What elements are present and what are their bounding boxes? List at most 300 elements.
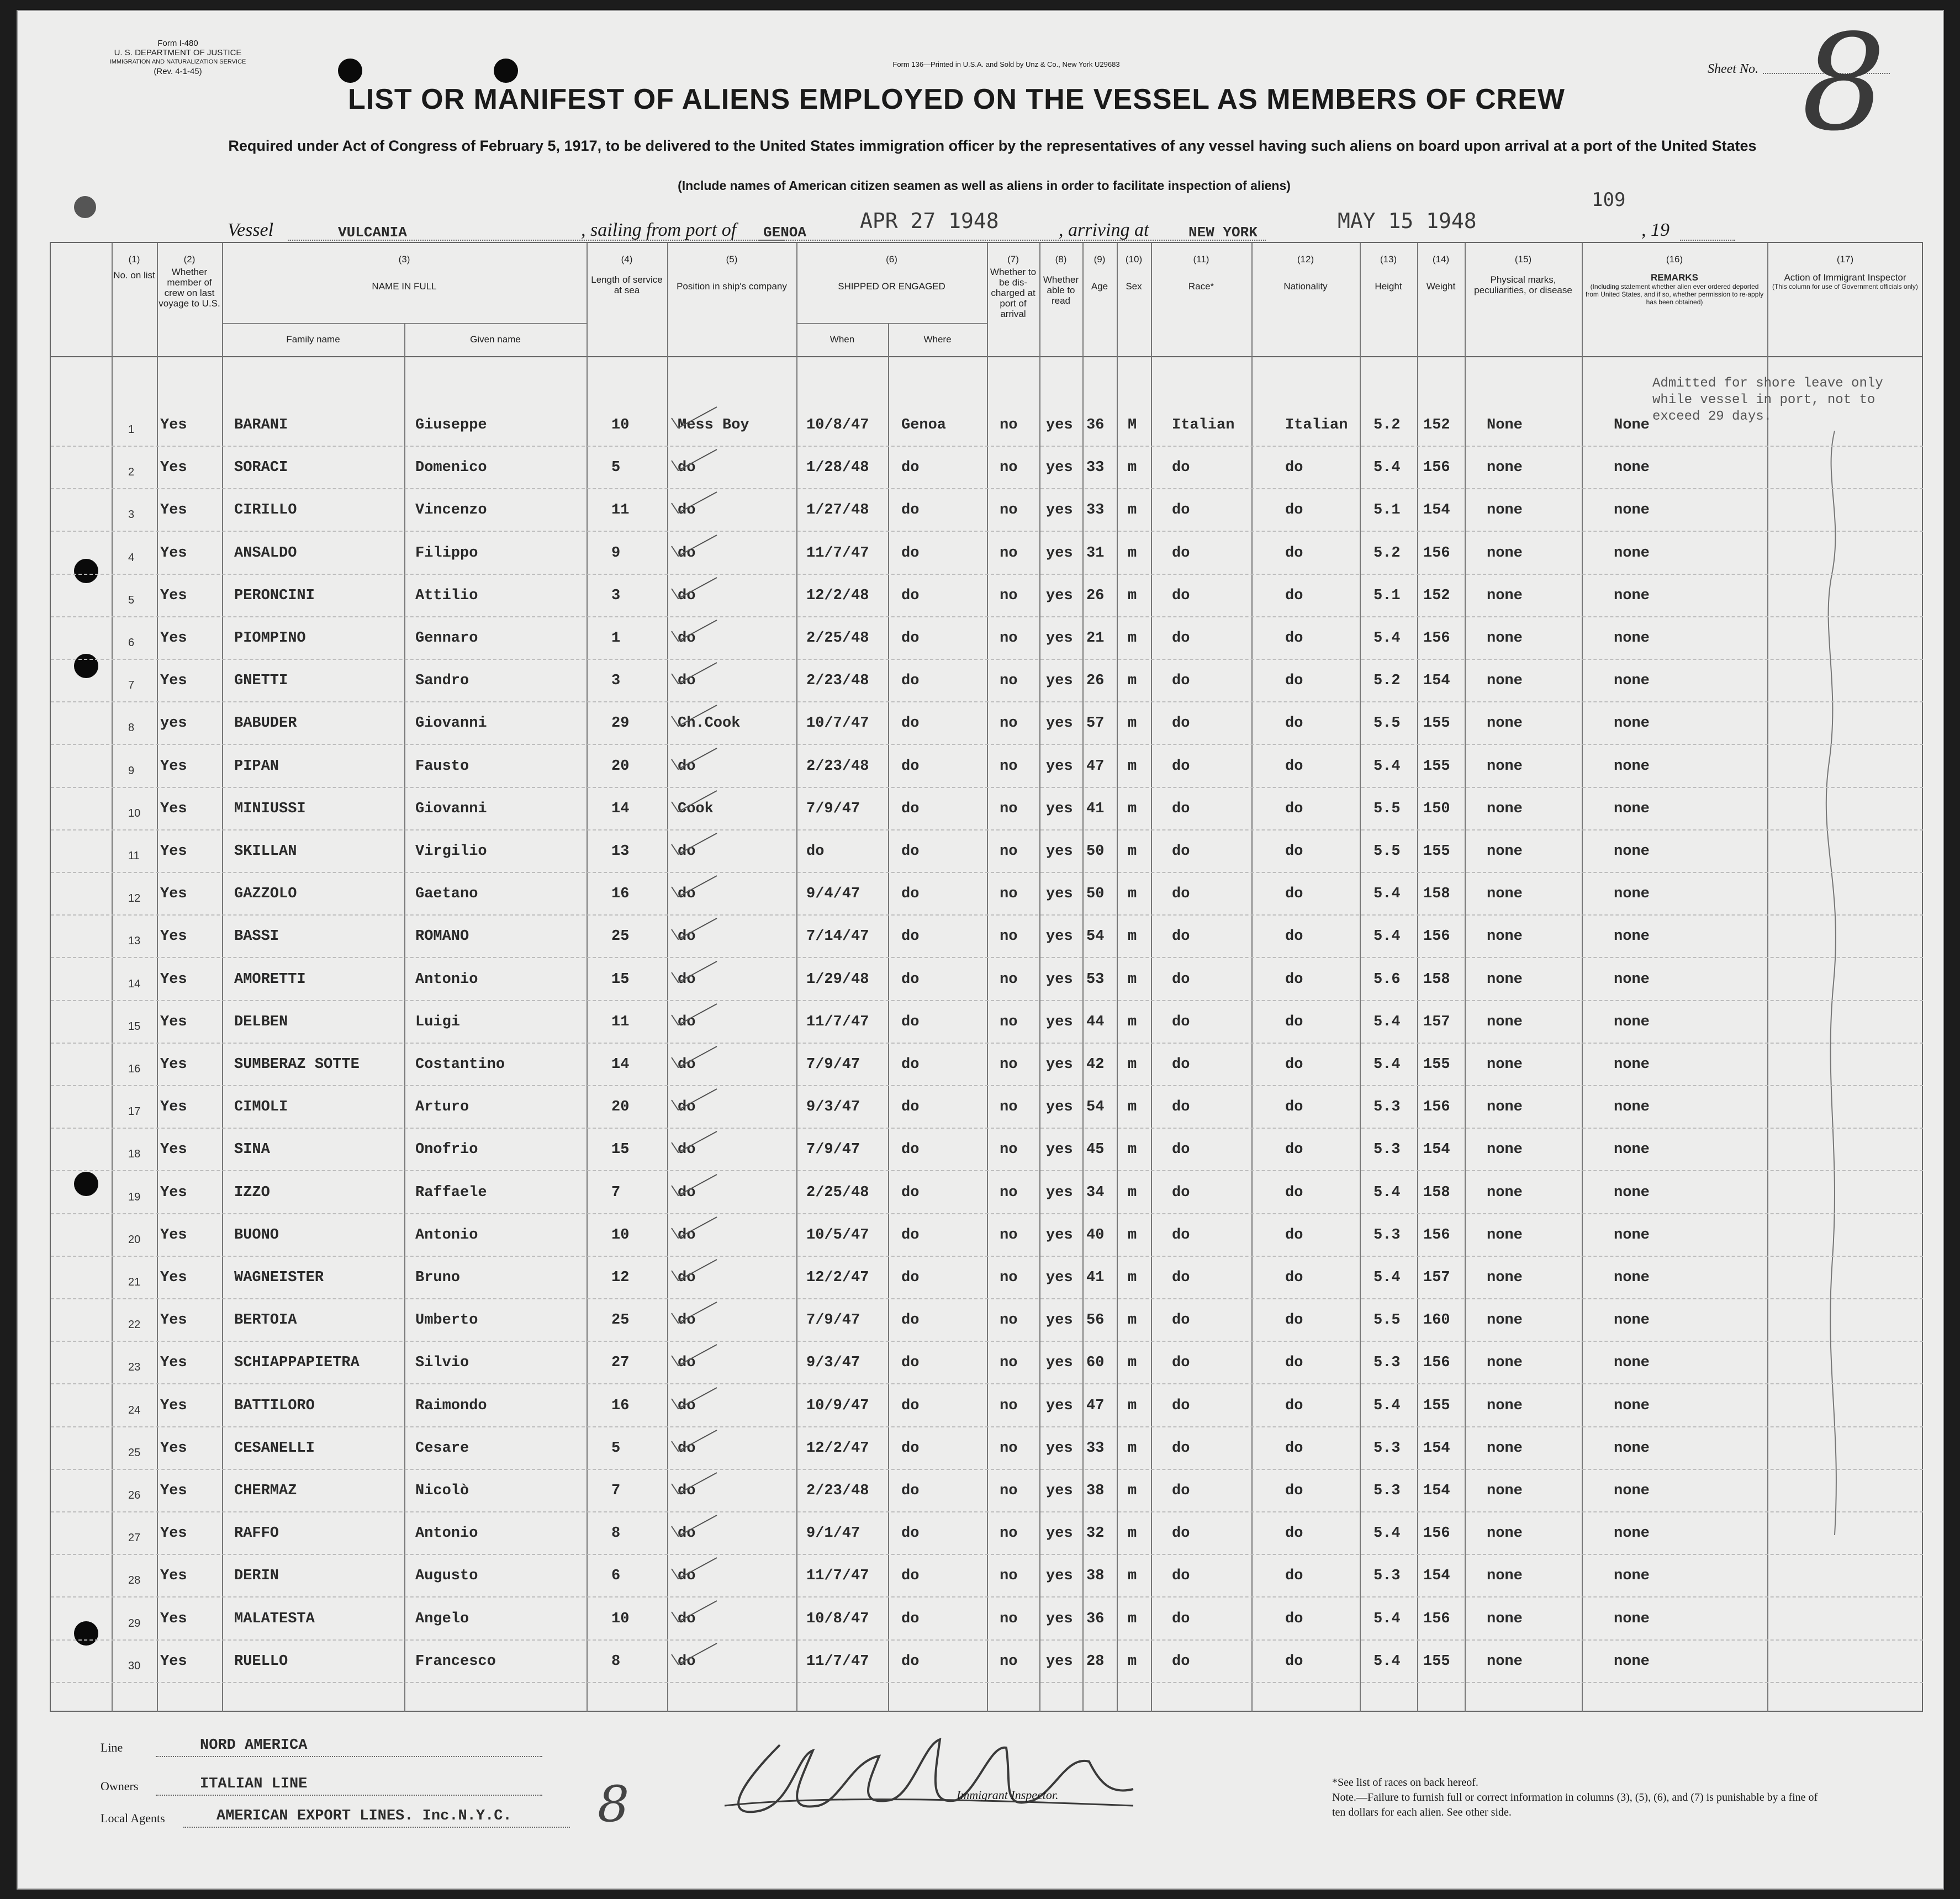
discharged-cell: no (1000, 886, 1018, 903)
shore-leave-note: Admitted for shore leave only while vessel in port, not to exceed 29 days. (1652, 376, 1883, 424)
age-cell: 31 (1086, 544, 1105, 562)
service-cell: 7 (611, 1483, 621, 1499)
inclusion-note: (Include names of American citizen seamen as well as aliens in order to facilitate inspection of aliens) (678, 178, 1291, 193)
weight-cell: 155 (1423, 1056, 1450, 1073)
shipped-when-cell: 1/29/48 (806, 971, 869, 988)
height-cell: 5.4 (1373, 1397, 1401, 1414)
family-name-cell: BASSI (234, 928, 279, 945)
check-mark-icon (669, 1044, 719, 1072)
sex-cell: m (1128, 1226, 1137, 1244)
col-name-header: (3) NAME IN FULL (372, 254, 437, 292)
family-name-cell: CIMOLI (234, 1099, 288, 1116)
read-cell: yes (1046, 928, 1073, 945)
prev-voyage-cell: Yes (160, 1440, 187, 1457)
row-divider (51, 659, 1923, 660)
remarks-cell: none (1614, 1013, 1650, 1030)
service-cell: 13 (611, 843, 630, 860)
shipped-when-cell: 12/2/48 (806, 587, 869, 604)
check-mark-icon (669, 1342, 719, 1370)
shipped-where-cell: do (901, 1397, 920, 1414)
given-name-cell: Antonio (415, 1525, 478, 1542)
height-cell: 5.3 (1373, 1440, 1401, 1457)
page-title: LIST OR MANIFEST OF ALIENS EMPLOYED ON THE VESSEL AS MEMBERS OF CREW (348, 83, 1565, 115)
service-cell: 15 (611, 1141, 630, 1159)
service-cell: 10 (611, 417, 630, 433)
read-cell: yes (1046, 544, 1073, 562)
sheet-label: Sheet No. (1708, 62, 1758, 76)
marks-cell: none (1487, 971, 1523, 988)
height-cell: 5.4 (1373, 1056, 1401, 1073)
race-cell: do (1172, 673, 1190, 690)
remarks-cell: none (1614, 800, 1650, 817)
remarks-cell: none (1614, 630, 1650, 647)
given-name-cell: Gaetano (415, 886, 478, 903)
row-number: 24 (128, 1404, 141, 1416)
height-cell: 5.4 (1373, 1013, 1401, 1030)
discharged-cell: no (1000, 843, 1018, 860)
row-divider (51, 957, 1923, 958)
marks-cell: none (1487, 1440, 1523, 1457)
row-divider (51, 1043, 1923, 1044)
prev-voyage-cell: Yes (160, 1141, 187, 1159)
weight-cell: 157 (1423, 1013, 1450, 1030)
weight-cell: 160 (1423, 1312, 1450, 1329)
check-mark-icon (669, 1385, 719, 1413)
shipped-when-cell: 9/3/47 (806, 1099, 860, 1116)
service-cell: 12 (611, 1269, 630, 1286)
row-divider (51, 787, 1923, 788)
arriving-label: , arriving at (1059, 220, 1149, 240)
race-cell: do (1172, 1184, 1190, 1201)
given-name-cell: Giovanni (415, 715, 487, 732)
shipped-when-cell: 2/23/48 (806, 1483, 869, 1499)
sex-cell: M (1128, 417, 1137, 433)
punch-hole (338, 59, 362, 83)
read-cell: yes (1046, 1312, 1073, 1329)
age-cell: 41 (1086, 800, 1105, 817)
check-mark-icon (669, 1300, 719, 1327)
shipped-when-cell: 9/3/47 (806, 1355, 860, 1372)
nationality-cell: do (1285, 544, 1303, 562)
nationality-cell: do (1285, 1355, 1303, 1372)
shipped-when-cell: 10/8/47 (806, 1610, 869, 1627)
height-cell: 5.4 (1373, 1525, 1401, 1542)
read-cell: yes (1046, 502, 1073, 519)
race-cell: do (1172, 630, 1190, 647)
given-name-cell: Umberto (415, 1312, 478, 1329)
inspector-ink-line (1813, 431, 1857, 1701)
row-number: 16 (128, 1063, 141, 1075)
row-divider (51, 1298, 1923, 1299)
row-divider (51, 1341, 1923, 1342)
shipped-where-cell: do (901, 886, 920, 903)
prev-voyage-cell: Yes (160, 587, 187, 604)
race-cell: do (1172, 800, 1190, 817)
position-cell: do (678, 630, 696, 647)
row-number: 14 (128, 977, 141, 990)
remarks-cell: none (1614, 1397, 1650, 1414)
prev-voyage-cell: Yes (160, 1483, 187, 1499)
discharged-cell: no (1000, 800, 1018, 817)
shipped-where-cell: do (901, 673, 920, 690)
weight-cell: 156 (1423, 1226, 1450, 1244)
position-cell: Mess Boy (678, 417, 749, 433)
nationality-cell: do (1285, 587, 1303, 604)
position-cell: do (678, 587, 696, 604)
prev-voyage-cell: Yes (160, 971, 187, 988)
check-mark-icon (669, 1215, 719, 1242)
discharged-cell: no (1000, 1056, 1018, 1073)
row-divider (51, 1170, 1923, 1171)
shipped-when-cell: 9/4/47 (806, 886, 860, 903)
arrival-date-stamp: MAY 15 1948 (1338, 209, 1477, 233)
sex-cell: m (1128, 1184, 1137, 1201)
height-cell: 5.4 (1373, 459, 1401, 477)
given-name-cell: Filippo (415, 544, 478, 562)
race-cell: do (1172, 843, 1190, 860)
nationality-cell: do (1285, 1483, 1303, 1499)
given-name-cell: Silvio (415, 1355, 469, 1372)
sex-cell: m (1128, 886, 1137, 903)
service-cell: 10 (611, 1610, 630, 1627)
marks-cell: none (1487, 459, 1523, 477)
position-cell: do (678, 1355, 696, 1372)
age-cell: 41 (1086, 1269, 1105, 1286)
race-cell: do (1172, 1440, 1190, 1457)
page-number-stamp: 109 (1592, 189, 1626, 211)
row-number: 9 (128, 764, 135, 777)
race-cell: do (1172, 502, 1190, 519)
height-cell: 5.4 (1373, 1610, 1401, 1627)
vessel-label: Vessel (228, 220, 274, 240)
row-number: 22 (128, 1319, 141, 1331)
agents-label: Local Agents (101, 1811, 165, 1825)
read-cell: yes (1046, 1483, 1073, 1499)
race-cell: do (1172, 1312, 1190, 1329)
row-divider (51, 574, 1923, 575)
sex-cell: m (1128, 673, 1137, 690)
given-name-cell: Giuseppe (415, 417, 487, 433)
race-cell: do (1172, 1099, 1190, 1116)
family-name-cell: MINIUSSI (234, 800, 306, 817)
read-cell: yes (1046, 1653, 1073, 1670)
row-number: 26 (128, 1489, 141, 1501)
family-name-cell: SUMBERAZ SOTTE (234, 1056, 360, 1073)
check-mark-icon (669, 1129, 719, 1157)
family-name-cell: IZZO (234, 1184, 270, 1201)
discharged-cell: no (1000, 1355, 1018, 1372)
nationality-cell: do (1285, 1653, 1303, 1670)
given-name-cell: ROMANO (415, 928, 469, 945)
position-cell: do (678, 1269, 696, 1286)
position-cell: do (678, 1056, 696, 1073)
age-cell: 33 (1086, 502, 1105, 519)
age-cell: 26 (1086, 673, 1105, 690)
row-divider (51, 1554, 1923, 1555)
discharged-cell: no (1000, 1610, 1018, 1627)
nationality-cell: do (1285, 1397, 1303, 1414)
sex-cell: m (1128, 1440, 1137, 1457)
age-cell: 21 (1086, 630, 1105, 647)
sex-cell: m (1128, 1099, 1137, 1116)
family-name-cell: SCHIAPPAPIETRA (234, 1355, 360, 1372)
position-cell: do (678, 1312, 696, 1329)
handwritten-mark: 8 (598, 1775, 630, 1833)
sex-cell: m (1128, 459, 1137, 477)
penalty-note: Note.—Failure to furnish full or correct information in columns (3), (5), (6), and (7) is punishable by a fine of ten dollars for each alien. See other side. (1332, 1791, 1818, 1818)
row-divider (51, 488, 1923, 489)
marks-cell: none (1487, 1610, 1523, 1627)
marks-cell: none (1487, 1397, 1523, 1414)
position-cell: Ch.Cook (678, 715, 741, 732)
marks-cell: none (1487, 1483, 1523, 1499)
family-name-cell: SKILLAN (234, 843, 297, 860)
remarks-cell: none (1614, 587, 1650, 604)
weight-cell: 154 (1423, 1440, 1450, 1457)
row-divider (51, 1426, 1923, 1427)
sex-cell: m (1128, 1013, 1137, 1030)
sailing-label: , sailing from port of (581, 220, 737, 240)
shipped-when-cell: 9/1/47 (806, 1525, 860, 1542)
service-cell: 11 (611, 502, 630, 519)
inspector-label: Immigrant Inspector. (957, 1788, 1059, 1802)
age-cell: 54 (1086, 1099, 1105, 1116)
shipped-when-cell: 1/28/48 (806, 459, 869, 477)
marks-cell: none (1487, 1056, 1523, 1073)
prev-voyage-cell: Yes (160, 1099, 187, 1116)
weight-cell: 156 (1423, 928, 1450, 945)
age-cell: 34 (1086, 1184, 1105, 1201)
race-cell: do (1172, 1568, 1190, 1585)
family-name-cell: DELBEN (234, 1013, 288, 1030)
read-cell: yes (1046, 417, 1073, 433)
row-divider (51, 531, 1923, 532)
age-cell: 54 (1086, 928, 1105, 945)
weight-cell: 150 (1423, 800, 1450, 817)
shipped-when-cell: 10/5/47 (806, 1226, 869, 1244)
shipped-where-cell: do (901, 1610, 920, 1627)
position-cell: do (678, 502, 696, 519)
shipped-when-cell: 7/9/47 (806, 800, 860, 817)
shipped-when-cell: 10/8/47 (806, 417, 869, 433)
family-name-cell: PIOMPINO (234, 630, 306, 647)
col-discharged-header: (7) Whether to be dis-charged at port of arrival (990, 254, 1037, 319)
height-cell: 5.5 (1373, 800, 1401, 817)
given-name-cell: Gennaro (415, 630, 478, 647)
row-number: 11 (128, 850, 140, 862)
row-number: 3 (128, 509, 135, 521)
check-mark-icon (669, 1556, 719, 1583)
read-cell: yes (1046, 1610, 1073, 1627)
given-name-cell: Virgilio (415, 843, 487, 860)
shipped-where-cell: do (901, 1184, 920, 1201)
row-number: 25 (128, 1446, 141, 1459)
remarks-cell: none (1614, 1610, 1650, 1627)
height-cell: 5.3 (1373, 1483, 1401, 1499)
agents-dots (183, 1827, 570, 1828)
family-name-cell: CHERMAZ (234, 1483, 297, 1499)
nationality-cell: do (1285, 1184, 1303, 1201)
shipped-when-cell: 12/2/47 (806, 1440, 869, 1457)
remarks-cell: none (1614, 673, 1650, 690)
position-cell: do (678, 1226, 696, 1244)
marks-cell: none (1487, 1269, 1523, 1286)
line-label: Line (101, 1741, 123, 1754)
marks-cell: none (1487, 1099, 1523, 1116)
prev-voyage-cell: Yes (160, 1226, 187, 1244)
given-name-cell: Luigi (415, 1013, 461, 1030)
service: IMMIGRATION AND NATURALIZATION SERVICE (109, 59, 246, 65)
prev-voyage-cell: Yes (160, 800, 187, 817)
service-cell: 20 (611, 1099, 630, 1116)
prev-voyage-cell: Yes (160, 673, 187, 690)
family-name-cell: BERTOIA (234, 1312, 297, 1329)
row-divider (51, 446, 1923, 447)
sex-cell: m (1128, 843, 1137, 860)
weight-cell: 158 (1423, 886, 1450, 903)
discharged-cell: no (1000, 1269, 1018, 1286)
family-name-cell: BATTILORO (234, 1397, 315, 1414)
remarks-cell: none (1614, 1568, 1650, 1585)
sheet-number: 8 (1801, 6, 1886, 160)
remarks-cell: none (1614, 1056, 1650, 1073)
height-cell: 5.5 (1373, 843, 1401, 860)
row-divider (51, 1511, 1923, 1512)
race-cell: do (1172, 1056, 1190, 1073)
race-cell: do (1172, 1397, 1190, 1414)
marks-cell: none (1487, 886, 1523, 903)
age-cell: 50 (1086, 886, 1105, 903)
discharged-cell: no (1000, 1483, 1018, 1499)
discharged-cell: no (1000, 971, 1018, 988)
marks-cell: none (1487, 630, 1523, 647)
age-cell: 32 (1086, 1525, 1105, 1542)
shipped-when-cell: 7/9/47 (806, 1312, 860, 1329)
check-mark-icon (669, 789, 719, 816)
sex-cell: m (1128, 800, 1137, 817)
sex-cell: m (1128, 758, 1137, 775)
discharged-cell: no (1000, 928, 1018, 945)
read-cell: yes (1046, 843, 1073, 860)
shipped-where-cell: do (901, 587, 920, 604)
family-name-cell: SINA (234, 1141, 270, 1159)
prev-voyage-cell: Yes (160, 417, 187, 433)
sex-cell: m (1128, 1653, 1137, 1670)
col-race-header: (11) Race* (1188, 254, 1214, 292)
marks-cell: none (1487, 1013, 1523, 1030)
shipped-when-cell: 11/7/47 (806, 1568, 869, 1585)
discharged-cell: no (1000, 544, 1018, 562)
col-given-name-header: Given name (470, 334, 521, 345)
row-number: 5 (128, 594, 135, 606)
check-mark-icon (669, 874, 719, 901)
shipped-when-cell: 7/9/47 (806, 1141, 860, 1159)
marks-cell: none (1487, 502, 1523, 519)
shipped-where-cell: do (901, 1056, 920, 1073)
col-age-header: (9) Age (1091, 254, 1108, 292)
sex-cell: m (1128, 715, 1137, 732)
row-divider (51, 872, 1923, 873)
col-read-header: (8) Whether able to read (1043, 254, 1079, 306)
check-mark-icon (669, 703, 719, 731)
subtitle: Required under Act of Congress of February 5, 1917, to be delivered to the United States immigration officer by the representatives of any vessel having such aliens on board upon arrival at a port of the United States (228, 137, 1757, 154)
position-cell: do (678, 1013, 696, 1030)
height-cell: 5.5 (1373, 715, 1401, 732)
marks-cell: none (1487, 1226, 1523, 1244)
vessel-line (228, 189, 1884, 246)
shipped-where-cell: do (901, 1099, 920, 1116)
position-cell: do (678, 971, 696, 988)
family-name-cell: RUELLO (234, 1653, 288, 1670)
read-cell: yes (1046, 1013, 1073, 1030)
check-mark-icon (669, 1428, 719, 1456)
read-cell: yes (1046, 800, 1073, 817)
sex-cell: m (1128, 630, 1137, 647)
nationality-cell: do (1285, 1141, 1303, 1159)
family-name-cell: MALATESTA (234, 1610, 315, 1627)
position-cell: do (678, 1440, 696, 1457)
shipped-when-cell: 7/14/47 (806, 928, 869, 945)
prev-voyage-cell: Yes (160, 1525, 187, 1542)
shipped-where-cell: do (901, 630, 920, 647)
owners-dots (156, 1795, 542, 1796)
height-cell: 5.4 (1373, 928, 1401, 945)
nationality-cell: do (1285, 1525, 1303, 1542)
nationality-cell: do (1285, 1013, 1303, 1030)
height-cell: 5.3 (1373, 1355, 1401, 1372)
marks-cell: none (1487, 758, 1523, 775)
row-divider (51, 744, 1923, 745)
sex-cell: m (1128, 1269, 1137, 1286)
discharged-cell: no (1000, 630, 1018, 647)
col-position-header: (5) Position in ship's company (677, 254, 787, 292)
service-cell: 14 (611, 1056, 630, 1073)
position-cell: do (678, 843, 696, 860)
sex-cell: m (1128, 544, 1137, 562)
prev-voyage-cell: Yes (160, 928, 187, 945)
sex-cell: m (1128, 1397, 1137, 1414)
shipped-when-cell: 11/7/47 (806, 544, 869, 562)
age-cell: 56 (1086, 1312, 1105, 1329)
nationality-cell: do (1285, 630, 1303, 647)
nationality-cell: do (1285, 1568, 1303, 1585)
height-cell: 5.6 (1373, 971, 1401, 988)
shipped-when-cell: 10/9/47 (806, 1397, 869, 1414)
family-name-cell: CIRILLO (234, 502, 297, 519)
given-name-cell: Raimondo (415, 1397, 487, 1414)
read-cell: yes (1046, 1141, 1073, 1159)
shipped-where-cell: do (901, 928, 920, 945)
race-cell: do (1172, 1525, 1190, 1542)
service-cell: 6 (611, 1568, 621, 1585)
row-divider (51, 1682, 1923, 1683)
race-cell: do (1172, 1226, 1190, 1244)
age-cell: 33 (1086, 1440, 1105, 1457)
row-number: 1 (128, 424, 135, 436)
prev-voyage-cell: Yes (160, 1312, 187, 1329)
year-label: , 19 (1641, 220, 1670, 240)
col-service-header: (4) Length of service at sea (591, 254, 663, 295)
given-name-cell: Augusto (415, 1568, 478, 1585)
col-prev-voyage-header: (2) Whether member of crew on last voyage to U.S. (159, 254, 220, 309)
given-name-cell: Fausto (415, 758, 469, 775)
remarks-cell: none (1614, 1184, 1650, 1201)
shipped-where-cell: do (901, 1312, 920, 1329)
read-cell: yes (1046, 1226, 1073, 1244)
remarks-cell: none (1614, 1483, 1650, 1499)
row-number: 15 (128, 1020, 141, 1033)
remarks-cell: none (1614, 843, 1650, 860)
